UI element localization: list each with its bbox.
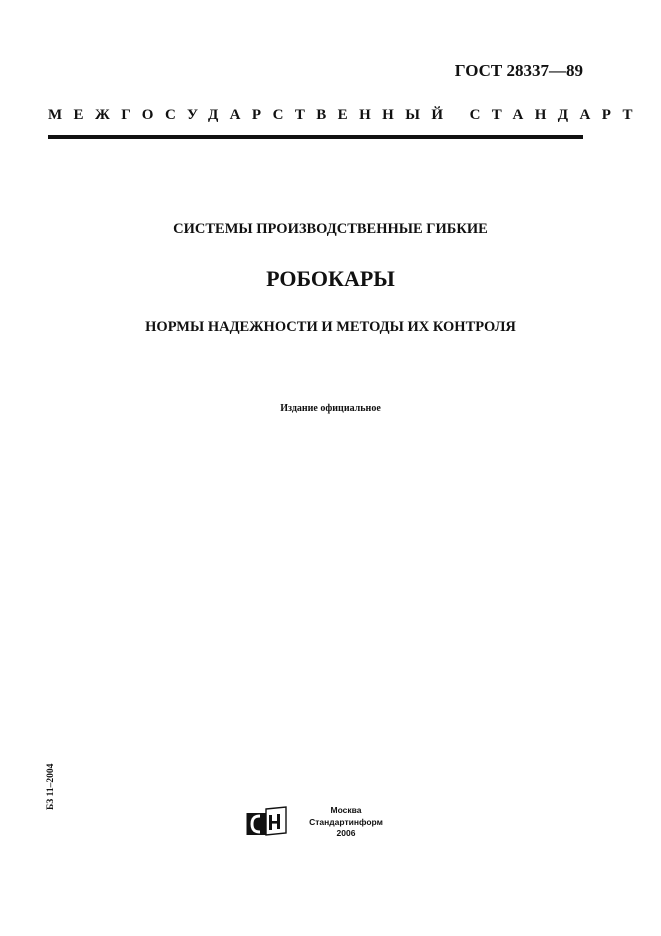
header-divider <box>48 135 583 139</box>
publication-year: 2006 <box>336 828 356 838</box>
publisher-name: Стандартинформ <box>309 816 383 827</box>
publisher-city: Москва <box>330 805 362 815</box>
document-subtitle: НОРМЫ НАДЕЖНОСТИ И МЕТОДЫ ИХ КОНТРОЛЯ <box>145 319 516 335</box>
standard-number: ГОСТ 28337—89 <box>454 61 583 80</box>
system-title: СИСТЕМЫ ПРОИЗВОДСТВЕННЫЕ ГИБКИЕ <box>173 221 488 237</box>
document-title: РОБОКАРЫ <box>266 266 395 291</box>
edition-note: Издание официальное <box>280 403 381 414</box>
standard-type-heading: МЕЖГОСУДАРСТВЕННЫЙ СТАНДАРТ <box>48 107 644 123</box>
side-registration-code: БЗ 11–2004 <box>46 763 56 810</box>
publisher-imprint <box>300 805 392 840</box>
standartinform-logo-icon <box>246 806 288 836</box>
